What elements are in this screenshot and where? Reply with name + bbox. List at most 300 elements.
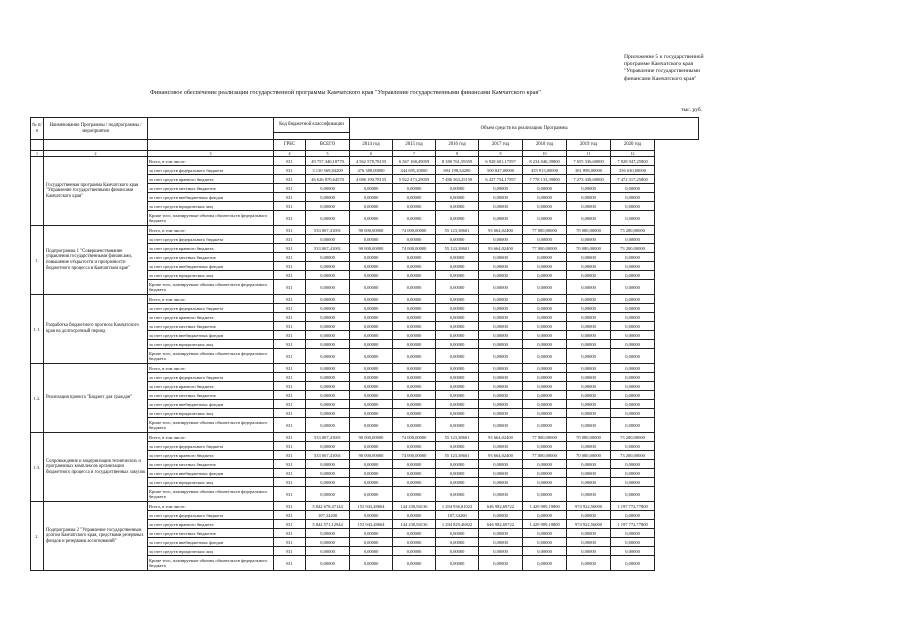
year-amount: 5 922 473,29059 [393,175,436,184]
year-amount: 1 294 936,81022 [436,502,479,511]
year-amount: 0,00000 [393,373,436,382]
year-amount: 0,00000 [436,271,479,280]
program-name: Реализация проекта "Бюджет для граждан" [44,364,148,433]
year-amount: 0,00000 [523,478,567,487]
year-amount: 0,00000 [393,349,436,364]
year-amount: 0,00000 [436,460,479,469]
year-amount: 8 234 046,39800 [523,157,567,166]
funding-source: за счет средств местных бюджетов [148,322,274,331]
year-amount: 0,00000 [611,349,655,364]
year-amount: 0,00000 [350,295,393,304]
total-amount: 0,00000 [306,193,350,202]
grbs-code: 811 [274,349,306,364]
year-amount: 55 123,38601 [436,451,479,460]
header-total: ВСЕГО [306,140,350,151]
column-number: 11 [567,151,611,157]
year-amount: 0,00000 [523,349,567,364]
year-amount: 90 000,00000 [350,433,393,442]
row-number: 1. [31,226,44,295]
year-amount: 0,00000 [393,556,436,571]
column-number: 8 [436,151,479,157]
funding-source: за счет средств местных бюджетов [148,253,274,262]
year-amount: 381 898,00000 [567,166,611,175]
funding-source: за счет средств внебюджетных фондов [148,331,274,340]
grbs-code: 811 [274,460,306,469]
year-amount: 0,00000 [350,478,393,487]
year-amount: 974 922,56000 [567,520,611,529]
grbs-code: 811 [274,520,306,529]
header-volume: Объем средств на реализацию Программы [350,118,699,140]
year-amount: 0,00000 [436,235,479,244]
total-amount: 0,00000 [306,391,350,400]
year-amount: 0,00000 [611,193,655,202]
year-amount: 0,00000 [436,322,479,331]
year-amount: 0,00000 [436,349,479,364]
year-amount: 0,00000 [611,460,655,469]
year-amount: 0,00000 [350,418,393,433]
year-amount: 0,00000 [567,418,611,433]
funding-source: за счет средств местных бюджетов [148,460,274,469]
grbs-code: 811 [274,469,306,478]
year-amount: 0,00000 [436,556,479,571]
appendix-note: Приложение 5 к государственной программе Камчатского края "Управление государственными финансами Камчатского края" [624,54,704,82]
year-amount: 0,00000 [393,538,436,547]
total-amount: 0,00000 [306,280,350,295]
funding-source: за счет средств краевого бюджета [148,520,274,529]
year-amount: 646 982,69722 [479,502,523,511]
year-amount: 0,00000 [350,487,393,502]
year-amount: 0,00000 [350,211,393,226]
funding-source: Всего, в том числе: [148,295,274,304]
year-amount: 0,00000 [523,418,567,433]
table-row [31,364,699,373]
year-amount: 0,00000 [350,511,393,520]
year-amount: 0,00000 [393,469,436,478]
year-amount: 0,00000 [567,442,611,451]
total-amount: 49 757 440,18770 [306,157,350,166]
year-amount: 0,00000 [479,538,523,547]
grbs-code: 811 [274,556,306,571]
year-amount: 70 080,00000 [567,433,611,442]
year-amount: 0,00000 [436,487,479,502]
year-amount: 0,00000 [611,382,655,391]
year-amount: 77 000,00000 [523,226,567,235]
funding-source: за счет средств юридических лиц [148,409,274,418]
year-amount: 0,00000 [479,262,523,271]
grbs-code: 811 [274,271,306,280]
column-number: 3 [148,151,274,157]
grbs-code: 811 [274,166,306,175]
year-amount: 0,00000 [393,295,436,304]
year-amount: 0,00000 [567,382,611,391]
year-amount: 153 943,48664 [350,502,393,511]
year-amount: 0,00000 [393,211,436,226]
header-year: 2020 год [611,140,655,151]
funding-source: за счет средств местных бюджетов [148,529,274,538]
year-amount: 0,00000 [479,460,523,469]
year-amount: 73 200,00000 [611,226,655,235]
year-amount: 0,00000 [436,193,479,202]
year-amount: 0,00000 [611,529,655,538]
row-number [31,157,44,226]
year-amount: 0,00000 [523,556,567,571]
year-amount: 4 086 190,78155 [350,175,393,184]
grbs-code: 811 [274,364,306,373]
year-amount: 0,00000 [611,235,655,244]
total-amount: 0,00000 [306,418,350,433]
year-amount: 0,00000 [611,373,655,382]
year-amount: 0,00000 [436,340,479,349]
year-amount: 0,00000 [393,253,436,262]
year-amount: 6 367 168,49059 [393,157,436,166]
program-name: Сопровождение и модернизация технических и программных комплексов организации бюджетного процесса и государственных закупок [44,433,148,502]
year-amount: 0,00000 [350,271,393,280]
year-amount: 55 123,38601 [436,226,479,235]
year-amount: 0,00000 [479,184,523,193]
total-amount: 0,00000 [306,382,350,391]
year-amount: 0,00000 [523,442,567,451]
year-amount: 74 000,00000 [393,451,436,460]
header-name: Наименование Программы / подпрограммы / мероприятия [44,118,148,140]
year-amount: 0,00000 [611,364,655,373]
header-year: 2014 год [350,140,393,151]
grbs-code: 811 [274,313,306,322]
year-amount: 0,00000 [350,313,393,322]
year-amount: 0,00000 [479,340,523,349]
year-amount: 0,00000 [393,511,436,520]
column-number: 12 [611,151,655,157]
grbs-code: 811 [274,175,306,184]
year-amount: 0,00000 [523,322,567,331]
year-amount: 7 828 947,25800 [611,157,655,166]
year-amount: 7 486 563,25159 [436,175,479,184]
year-amount: 0,00000 [567,253,611,262]
program-name: Разработка бюджетного прогноза Камчатского края на долгосрочный период [44,295,148,364]
year-amount: 0,00000 [611,391,655,400]
year-amount: 0,00000 [393,304,436,313]
year-amount: 0,00000 [436,313,479,322]
year-amount: 0,00000 [479,400,523,409]
year-amount: 0,00000 [611,538,655,547]
year-amount: 74 000,00000 [393,244,436,253]
year-amount: 0,00000 [436,184,479,193]
funding-source: Всего, в том числе: [148,364,274,373]
year-amount: 0,00000 [523,340,567,349]
year-amount: 0,00000 [436,529,479,538]
year-amount: 476 388,00000 [350,166,393,175]
year-amount: 694 198,34200 [436,166,479,175]
year-amount: 0,00000 [393,478,436,487]
year-amount: 7 273 438,60000 [567,175,611,184]
grbs-code: 811 [274,400,306,409]
year-amount: 93 664,02400 [479,226,523,235]
year-amount: 55 123,38601 [436,433,479,442]
year-amount: 93 664,02400 [479,244,523,253]
column-number: 2 [44,151,148,157]
total-amount: 0,00000 [306,364,350,373]
year-amount: 0,00000 [567,304,611,313]
year-amount: 0,00000 [611,313,655,322]
year-amount: 0,00000 [393,280,436,295]
total-amount: 0,00000 [306,295,350,304]
year-amount: 0,00000 [567,391,611,400]
funding-source: за счет средств федерального бюджета [148,373,274,382]
year-amount: 1 294 829,46822 [436,520,479,529]
year-amount: 0,00000 [393,271,436,280]
year-amount: 1 197 772,77800 [611,502,655,511]
table-header [31,118,699,157]
year-amount: 0,00000 [523,271,567,280]
year-amount: 0,00000 [436,469,479,478]
year-amount: 0,00000 [436,391,479,400]
funding-source: за счет средств федерального бюджета [148,511,274,520]
year-amount: 6 427 754,17597 [479,175,523,184]
year-amount: 0,00000 [523,391,567,400]
year-amount: 0,00000 [567,193,611,202]
year-amount: 0,00000 [479,211,523,226]
year-amount: 0,00000 [523,487,567,502]
year-amount: 0,00000 [479,235,523,244]
grbs-code: 811 [274,235,306,244]
year-amount: 0,00000 [479,487,523,502]
year-amount: 0,00000 [567,478,611,487]
year-amount: 1 429 989,19800 [523,502,567,511]
year-amount: 0,00000 [611,211,655,226]
year-amount: 90 000,00000 [350,244,393,253]
year-amount: 0,00000 [523,511,567,520]
year-amount: 0,00000 [479,304,523,313]
total-amount: 46 626 870,64570 [306,175,350,184]
year-amount: 0,00000 [611,271,655,280]
year-amount: 0,00000 [523,460,567,469]
grbs-code: 811 [274,409,306,418]
year-amount: 0,00000 [567,235,611,244]
year-amount: 0,00000 [350,373,393,382]
year-amount: 0,00000 [350,460,393,469]
year-amount: 0,00000 [611,295,655,304]
year-amount: 974 922,56000 [567,502,611,511]
year-amount: 0,00000 [393,202,436,211]
year-amount: 0,00000 [611,547,655,556]
total-amount: 5 842 571,12944 [306,520,350,529]
grbs-code: 811 [274,511,306,520]
year-amount: 0,00000 [393,400,436,409]
year-amount: 0,00000 [350,193,393,202]
grbs-code: 811 [274,391,306,400]
grbs-code: 811 [274,529,306,538]
year-amount: 0,00000 [350,331,393,340]
total-amount: 107,34200 [306,511,350,520]
header-no: № п/п [31,118,44,140]
year-amount: 0,00000 [523,331,567,340]
year-amount: 0,00000 [567,373,611,382]
table-row [31,157,699,166]
year-amount: 0,00000 [350,382,393,391]
grbs-code: 811 [274,418,306,433]
year-amount: 0,00000 [393,487,436,502]
year-amount: 0,00000 [523,373,567,382]
year-amount: 0,00000 [350,400,393,409]
year-amount: 0,00000 [567,409,611,418]
year-amount: 0,00000 [523,382,567,391]
year-amount: 0,00000 [436,211,479,226]
year-amount: 0,00000 [523,529,567,538]
table-row [31,433,699,442]
year-amount: 0,00000 [611,262,655,271]
year-amount: 0,00000 [479,253,523,262]
year-amount: 0,00000 [479,280,523,295]
funding-source: за счет средств внебюджетных фондов [148,538,274,547]
year-amount: 0,00000 [436,280,479,295]
total-amount: 0,00000 [306,235,350,244]
year-amount: 0,00000 [567,184,611,193]
year-amount: 0,00000 [611,202,655,211]
year-amount: 0,00000 [393,193,436,202]
year-amount: 0,00000 [567,511,611,520]
funding-source: Кроме того, планируемые объемы обязательств федерального бюджета [148,211,274,226]
year-amount: 0,00000 [567,331,611,340]
year-amount: 0,00000 [479,295,523,304]
year-amount: 0,00000 [350,529,393,538]
year-amount: 455 913,00000 [523,166,567,175]
funding-source: за счет средств местных бюджетов [148,184,274,193]
grbs-code: 811 [274,442,306,451]
total-amount: 0,00000 [306,313,350,322]
year-amount: 0,00000 [393,547,436,556]
year-amount: 0,00000 [611,280,655,295]
year-amount: 0,00000 [611,322,655,331]
year-amount: 77 000,00000 [523,451,567,460]
total-amount: 0,00000 [306,529,350,538]
year-amount: 0,00000 [479,547,523,556]
year-amount: 0,00000 [567,262,611,271]
year-amount: 0,00000 [479,202,523,211]
grbs-code: 811 [274,547,306,556]
year-amount: 1 197 772,77800 [611,520,655,529]
year-amount: 0,00000 [479,364,523,373]
funding-source: за счет средств местных бюджетов [148,391,274,400]
year-amount: 90 000,00000 [350,451,393,460]
year-amount: 8 180 761,59359 [436,157,479,166]
header-name-cont [44,140,148,151]
year-amount: 0,00000 [436,442,479,451]
year-amount: 0,00000 [611,469,655,478]
funding-source: Всего, в том числе: [148,157,274,166]
year-amount: 0,00000 [567,211,611,226]
total-amount: 0,00000 [306,331,350,340]
year-amount: 0,00000 [567,487,611,502]
header-blank [148,118,274,140]
grbs-code: 811 [274,202,306,211]
total-amount: 0,00000 [306,184,350,193]
year-amount: 93 664,02400 [479,451,523,460]
year-amount: 0,00000 [479,529,523,538]
year-amount: 0,00000 [393,382,436,391]
year-amount: 70 080,00000 [567,226,611,235]
funding-source: Кроме того, планируемые объемы обязательств федерального бюджета [148,487,274,502]
grbs-code: 811 [274,280,306,295]
year-amount: 55 123,38601 [436,244,479,253]
year-amount: 70 080,00000 [567,244,611,253]
year-amount: 0,00000 [611,253,655,262]
financing-table [30,117,699,571]
column-number: 9 [479,151,523,157]
year-amount: 0,00000 [436,364,479,373]
table-row [31,226,699,235]
funding-source: Всего, в том числе: [148,226,274,235]
year-amount: 0,00000 [479,556,523,571]
total-amount: 533 067,41001 [306,451,350,460]
year-amount: 0,00000 [393,340,436,349]
year-amount: 0,00000 [523,313,567,322]
year-amount: 0,00000 [393,313,436,322]
year-amount: 153 943,48664 [350,520,393,529]
funding-source: за счет средств юридических лиц [148,202,274,211]
total-amount: 0,00000 [306,253,350,262]
year-amount: 0,00000 [436,547,479,556]
year-amount: 0,00000 [436,382,479,391]
year-amount: 74 000,00000 [393,226,436,235]
year-amount: 356 630,00000 [611,166,655,175]
year-amount: 93 664,02400 [479,433,523,442]
funding-source: Всего, в том числе: [148,502,274,511]
column-number: 10 [523,151,567,157]
grbs-code: 811 [274,487,306,502]
year-amount: 0,00000 [393,409,436,418]
year-amount: 0,00000 [523,364,567,373]
year-amount: 500 847,00000 [479,166,523,175]
grbs-code: 811 [274,502,306,511]
year-amount: 0,00000 [436,373,479,382]
total-amount: 0,00000 [306,442,350,451]
year-amount: 646 982,69722 [479,520,523,529]
funding-source: Кроме того, планируемые объемы обязательств федерального бюджета [148,349,274,364]
year-amount: 0,00000 [523,304,567,313]
year-amount: 90 000,00000 [350,226,393,235]
grbs-code: 811 [274,295,306,304]
funding-source: за счет средств юридических лиц [148,340,274,349]
year-amount: 73 200,00000 [611,433,655,442]
year-amount: 0,00000 [523,253,567,262]
year-amount: 0,00000 [350,538,393,547]
year-amount: 0,00000 [393,322,436,331]
table-row [31,502,699,511]
program-name: Подпрограмма 1 "Совершенствование управления государственными финансами, повышение открытости и прозрачности бюджетного процесса в Камчатском крае" [44,226,148,295]
year-amount: 0,00000 [479,391,523,400]
grbs-code: 811 [274,253,306,262]
funding-source: за счет средств федерального бюджета [148,235,274,244]
column-number: 4 [274,151,306,157]
column-number: 6 [350,151,393,157]
year-amount: 0,00000 [393,331,436,340]
column-number: 7 [393,151,436,157]
year-amount: 107,34200 [436,511,479,520]
total-amount: 0,00000 [306,322,350,331]
year-amount: 0,00000 [393,529,436,538]
header-grbs: ГРБС [274,140,306,151]
year-amount: 0,00000 [393,460,436,469]
year-amount: 0,00000 [350,202,393,211]
total-amount: 0,00000 [306,202,350,211]
year-amount: 0,00000 [350,547,393,556]
total-amount: 533 067,41001 [306,433,350,442]
funding-source: за счет средств юридических лиц [148,547,274,556]
total-amount: 0,00000 [306,271,350,280]
year-amount: 0,00000 [523,469,567,478]
funding-source: за счет средств юридических лиц [148,271,274,280]
header-year: 2019 год [567,140,611,151]
grbs-code: 811 [274,262,306,271]
